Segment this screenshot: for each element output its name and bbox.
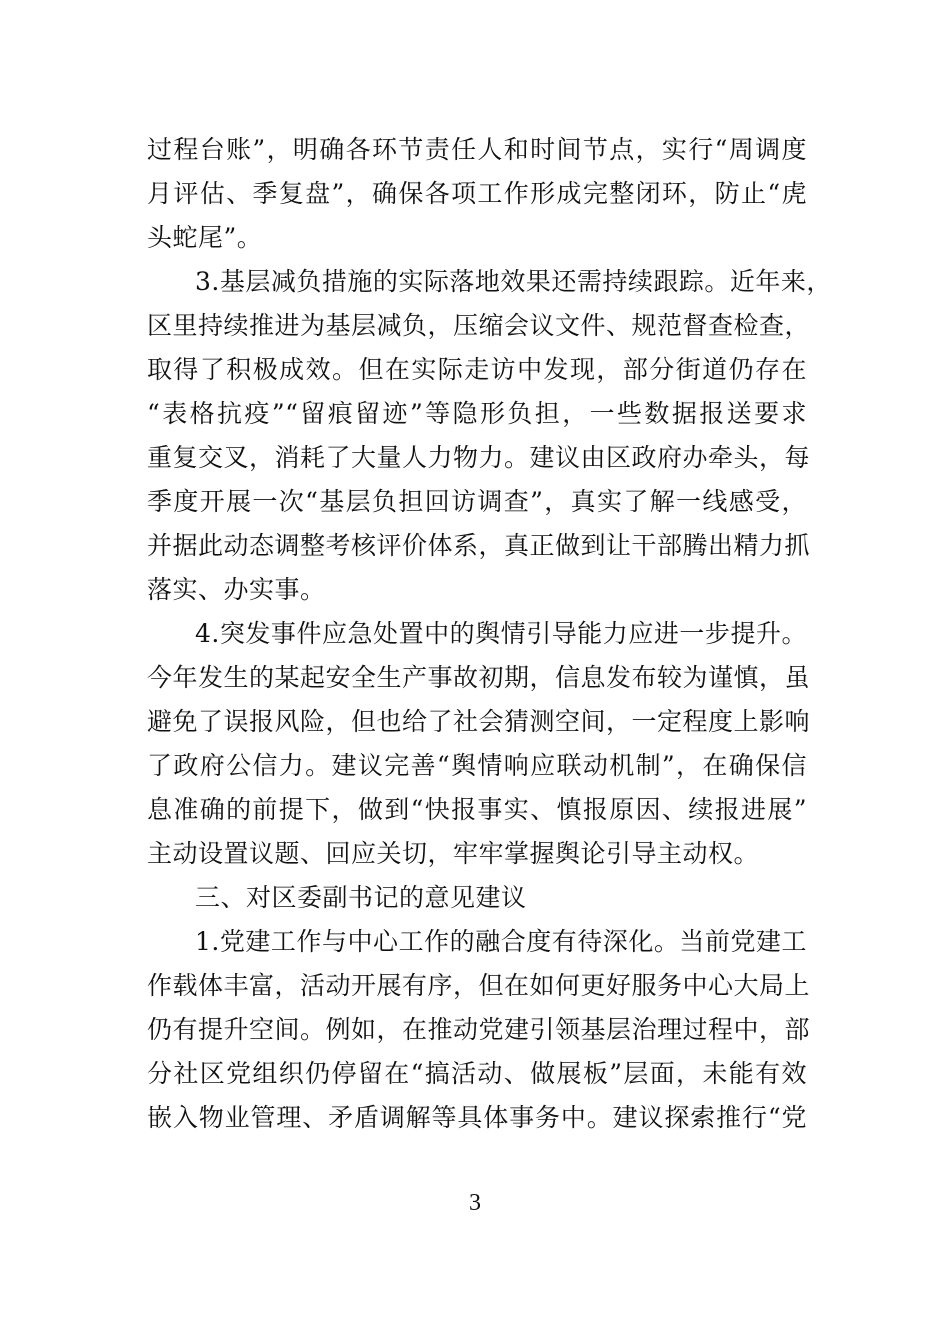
section-heading: 三、对区委副书记的意见建议: [195, 883, 527, 912]
page-number: 3: [469, 1190, 481, 1216]
paragraph-line: “表格抗疫”“留痕留迹”等隐形负担，一些数据报送要求: [147, 399, 807, 428]
paragraph-line: 避免了误报风险，但也给了社会猜测空间，一定程度上影响: [147, 707, 811, 736]
paragraph-line: 并据此动态调整考核评价体系，真正做到让干部腾出精力抓: [147, 531, 811, 560]
paragraph-line: 分社区党组织仍停留在“搞活动、做展板”层面，未能有效: [147, 1059, 807, 1088]
paragraph-line: 1.党建工作与中心工作的融合度有待深化。当前党建工: [195, 927, 807, 956]
paragraph-line: 落实、办实事。: [147, 575, 326, 604]
paragraph-line: 季度开展一次“基层负担回访调查”，真实了解一线感受，: [147, 487, 807, 516]
paragraph-line: 头蛇尾”。: [147, 223, 263, 252]
paragraph-line: 3.基层减负措施的实际落地效果还需持续跟踪。近年来，: [195, 267, 832, 296]
paragraph-line: 区里持续推进为基层减负，压缩会议文件、规范督查检查，: [147, 311, 811, 340]
paragraph-line: 过程台账”，明确各环节责任人和时间节点，实行“周调度: [147, 135, 807, 164]
paragraph-line: 息准确的前提下，做到“快报事实、慎报原因、续报进展”: [147, 795, 807, 824]
paragraph-line: 月评估、季复盘”，确保各项工作形成完整闭环，防止“虎: [147, 179, 807, 208]
paragraph-line: 作载体丰富，活动开展有序，但在如何更好服务中心大局上: [147, 971, 811, 1000]
paragraph-line: 了政府公信力。建议完善“舆情响应联动机制”，在确保信: [147, 751, 807, 780]
paragraph-line: 今年发生的某起安全生产事故初期，信息发布较为谨慎，虽: [147, 663, 811, 692]
paragraph-line: 仍有提升空间。例如，在推动党建引领基层治理过程中，部: [147, 1015, 811, 1044]
paragraph-line: 重复交叉，消耗了大量人力物力。建议由区政府办牵头，每: [147, 443, 811, 472]
paragraph-line: 4.突发事件应急处置中的舆情引导能力应进一步提升。: [195, 619, 807, 648]
paragraph-line: 主动设置议题、回应关切，牢牢掌握舆论引导主动权。: [147, 839, 760, 868]
paragraph-line: 取得了积极成效。但在实际走访中发现，部分街道仍存在: [147, 355, 807, 384]
paragraph-line: 嵌入物业管理、矛盾调解等具体事务中。建议探索推行“党: [147, 1103, 807, 1132]
